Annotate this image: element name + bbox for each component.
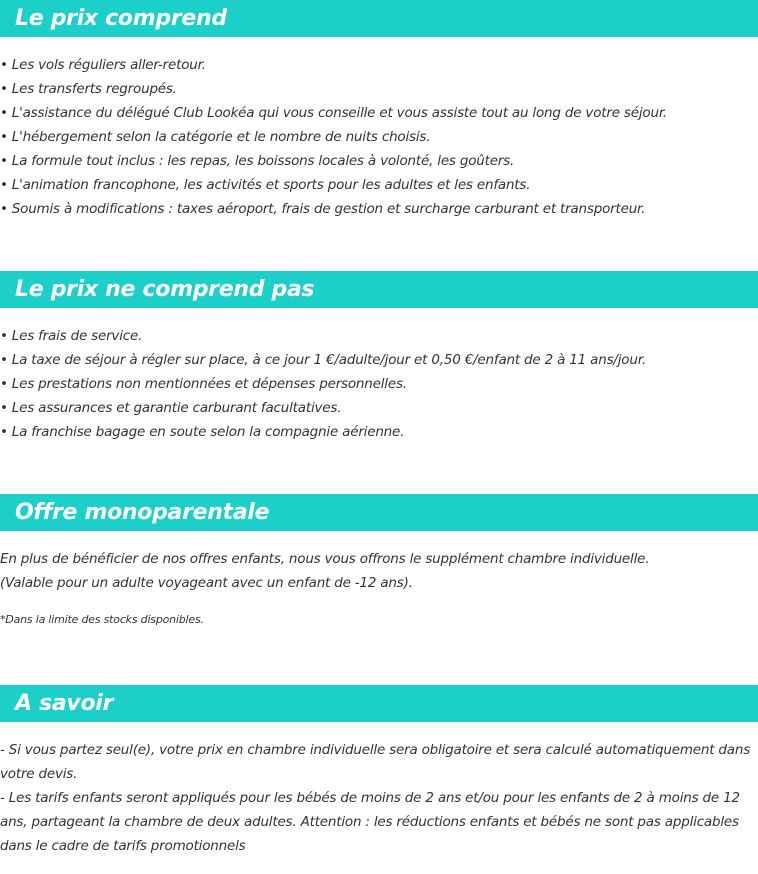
bullet-icon: •: [0, 328, 8, 344]
offer-line: (Valable pour un adulte voyageant avec un enfant de -12 ans).: [0, 575, 413, 591]
excluded-list: [0, 324, 758, 444]
info-paragraph: - Les tarifs enfants seront appliqués pour les bébés de moins de 2 ans et/ou pour les enfants de 2 à moins de 12 ans, partageant la chambre de deux adultes. Attention : les réductions enfants et bébés ne sont pas applicables dans le cadre de tarifs promotionnels: [0, 790, 740, 854]
bullet-icon: •: [0, 201, 8, 217]
offer-line: En plus de bénéficier de nos offres enfants, nous vous offrons le supplément chambre individuelle.: [0, 551, 650, 567]
section-title: A savoir: [15, 691, 114, 716]
stock-note: *Dans la limite des stocks disponibles.: [0, 613, 204, 626]
info-text: [0, 738, 758, 858]
list-item: • L'hébergement selon la catégorie et le nombre de nuits choisis.: [0, 129, 431, 145]
bullet-icon: •: [0, 57, 8, 73]
list-item: • L'animation francophone, les activités et sports pour les adultes et les enfants.: [0, 177, 531, 193]
bullet-icon: •: [0, 352, 8, 368]
list-item: • Les vols réguliers aller-retour.: [0, 57, 206, 73]
bullet-icon: •: [0, 105, 8, 121]
list-item: • La formule tout inclus : les repas, les boissons locales à volonté, les goûters.: [0, 153, 515, 169]
section-banner: [0, 271, 758, 308]
info-paragraph: - Si vous partez seul(e), votre prix en chambre individuelle sera obligatoire et sera calculé automatiquement dans votre devis.: [0, 742, 751, 782]
list-item: • Les frais de service.: [0, 328, 143, 344]
bullet-icon: •: [0, 81, 8, 97]
section-a-savoir: [0, 685, 758, 858]
section-offre-monoparentale: [0, 494, 758, 628]
section-prix-comprend: [0, 0, 758, 221]
list-item: • L'assistance du délégué Club Lookéa qui vous conseille et vous assiste tout au long de votre séjour.: [0, 105, 668, 121]
list-item: • Les prestations non mentionnées et dépenses personnelles.: [0, 376, 407, 392]
bullet-icon: •: [0, 376, 8, 392]
included-list: [0, 53, 758, 221]
bullet-icon: •: [0, 400, 8, 416]
list-item: • Les assurances et garantie carburant facultatives.: [0, 400, 342, 416]
bullet-icon: •: [0, 129, 8, 145]
section-title: Le prix comprend: [15, 6, 227, 31]
list-item: • La franchise bagage en soute selon la compagnie aérienne.: [0, 424, 405, 440]
list-item: • Les transferts regroupés.: [0, 81, 177, 97]
bullet-icon: •: [0, 153, 8, 169]
list-item: • Soumis à modifications : taxes aéroport, frais de gestion et surcharge carburant et transporteur.: [0, 201, 646, 217]
section-prix-ne-comprend-pas: [0, 271, 758, 444]
section-banner: [0, 0, 758, 37]
bullet-icon: •: [0, 177, 8, 193]
section-title: Offre monoparentale: [15, 500, 270, 525]
offer-text: [0, 547, 758, 595]
section-banner: [0, 494, 758, 531]
section-banner: [0, 685, 758, 722]
section-title: Le prix ne comprend pas: [15, 277, 315, 302]
bullet-icon: •: [0, 424, 8, 440]
list-item: • La taxe de séjour à régler sur place, à ce jour 1 €/adulte/jour et 0,50 €/enfant de 2 à 11 ans/jour.: [0, 352, 646, 368]
